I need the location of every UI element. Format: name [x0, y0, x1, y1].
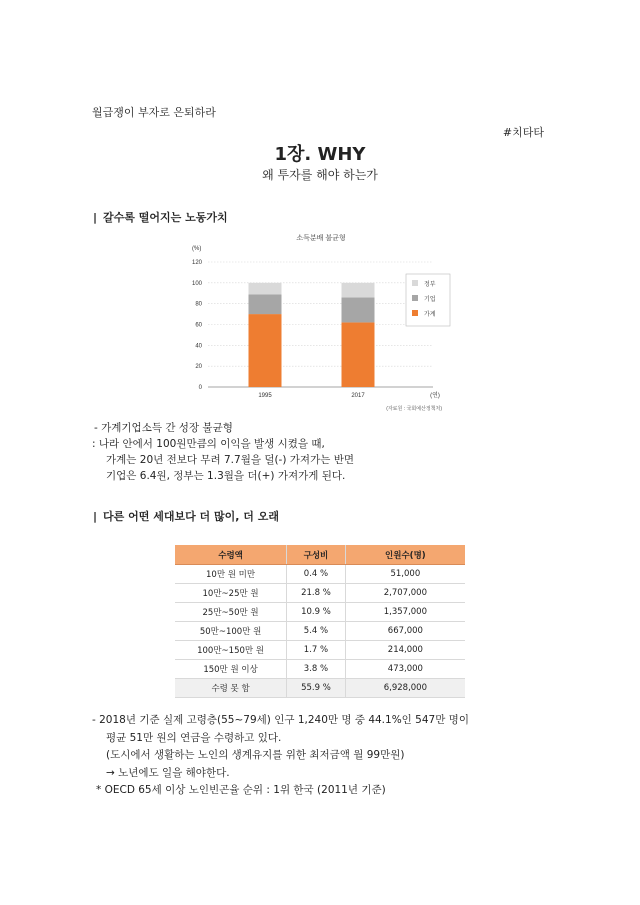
chart-svg — [178, 228, 464, 414]
table-cell: 10만~25만 원 — [175, 584, 287, 603]
income-distribution-chart — [178, 228, 464, 414]
table-cell: 10.9 % — [287, 603, 346, 622]
y-tick-label: 100 — [191, 280, 202, 287]
y-axis-unit: (%) — [192, 246, 202, 252]
table-cell: 2,707,000 — [345, 584, 465, 603]
table-cell: 25만~50만 원 — [175, 603, 287, 622]
table-row — [175, 622, 465, 641]
table-cell: 6,928,000 — [345, 679, 465, 698]
legend-swatch — [412, 295, 418, 301]
y-tick-label: 20 — [195, 364, 202, 371]
x-axis-unit: (연) — [430, 393, 440, 399]
table-cell: 55.9 % — [287, 679, 346, 698]
pension-table — [175, 545, 465, 698]
table-cell: 51,000 — [345, 565, 465, 584]
bar-segment-정부 — [342, 283, 375, 298]
table-header-row — [175, 545, 465, 565]
bar-segment-기업 — [249, 294, 282, 314]
legend-label: 기업 — [424, 297, 436, 303]
chapter-title: 1장. WHY — [274, 144, 366, 165]
y-tick-label: 120 — [191, 260, 202, 266]
table-cell: 473,000 — [345, 660, 465, 679]
section1-heading — [93, 209, 228, 225]
legend-label: 정부 — [424, 282, 436, 288]
table-cell: 1.7 % — [287, 641, 346, 660]
bar-segment-가계 — [249, 314, 282, 387]
section2-heading — [93, 508, 279, 524]
chart-source: (자료원 : 국회예산정책처) — [386, 406, 442, 412]
bar-segment-가계 — [342, 322, 375, 387]
table-cell: 50만~100만 원 — [175, 622, 287, 641]
document-tag: #치타타 — [502, 126, 544, 139]
table-cell: 1,357,000 — [345, 603, 465, 622]
column-header: 인원수(명) — [345, 545, 465, 565]
section1-bullet: - 가계기업소득 간 성장 불균형 — [94, 422, 233, 434]
y-tick-label: 0 — [198, 385, 202, 391]
note-line: * OECD 65세 이상 노인빈곤율 순위 : 1위 한국 (2011년 기준) — [96, 784, 386, 796]
table-cell: 21.8 % — [287, 584, 346, 603]
note-line: → 노년에도 일을 해야한다. — [106, 766, 230, 779]
table-cell: 150만 원 이상 — [175, 660, 287, 679]
section1-line: 기업은 6.4원, 정부는 1.3월을 더(+) 가져가게 된다. — [106, 470, 346, 482]
y-tick-label: 40 — [195, 343, 202, 350]
document-header: 월급쟁이 부자로 은퇴하라 — [92, 106, 216, 119]
x-tick-label: 2017 — [351, 393, 365, 399]
table-cell: 214,000 — [345, 641, 465, 660]
table-cell: 100만~150만 원 — [175, 641, 287, 660]
x-tick-label: 1995 — [258, 393, 272, 399]
section1-line: : 나라 안에서 100원만큼의 이익을 발생 시켰을 때, — [92, 438, 325, 450]
bar-segment-기업 — [342, 297, 375, 322]
section1-heading-text: 갈수록 떨어지는 노동가치 — [103, 211, 228, 224]
section-marker: | — [93, 510, 98, 523]
section1-text — [92, 420, 354, 484]
legend-swatch — [412, 310, 418, 316]
table-row — [175, 603, 465, 622]
table-row — [175, 641, 465, 660]
y-tick-label: 60 — [195, 322, 202, 329]
bar-segment-정부 — [249, 283, 282, 294]
table-row — [175, 679, 465, 698]
table-cell: 0.4 % — [287, 565, 346, 584]
legend-label: 가계 — [424, 312, 436, 318]
column-header: 수령액 — [175, 545, 287, 565]
table-cell: 667,000 — [345, 622, 465, 641]
column-header: 구성비 — [287, 545, 346, 565]
section2-notes — [92, 712, 469, 800]
chapter-subtitle: 왜 투자를 해야 하는가 — [262, 168, 378, 182]
table-row — [175, 565, 465, 584]
note-line: (도시에서 생활하는 노인의 생계유지를 위한 최저금액 월 99만원) — [106, 749, 405, 761]
table-row — [175, 660, 465, 679]
section1-line: 가계는 20년 전보다 무려 7.7월을 덜(-) 가져가는 반면 — [106, 454, 354, 466]
section2-heading-text: 다른 어떤 세대보다 더 많이, 더 오래 — [103, 510, 279, 523]
section-marker: | — [93, 211, 98, 224]
table-cell: 10만 원 미만 — [175, 565, 287, 584]
table-cell: 수령 못 함 — [175, 679, 287, 698]
chart-title: 소득분배 불균형 — [296, 235, 346, 242]
note-line: 평균 51만 원의 연금을 수령하고 있다. — [106, 731, 282, 744]
note-line: - 2018년 기준 실제 고령층(55~79세) 인구 1,240만 명 중 44.1%인 547만 명이 — [92, 714, 469, 726]
y-tick-label: 80 — [195, 301, 202, 308]
table-row — [175, 584, 465, 603]
legend-swatch — [412, 280, 418, 286]
table-cell: 5.4 % — [287, 622, 346, 641]
table-cell: 3.8 % — [287, 660, 346, 679]
